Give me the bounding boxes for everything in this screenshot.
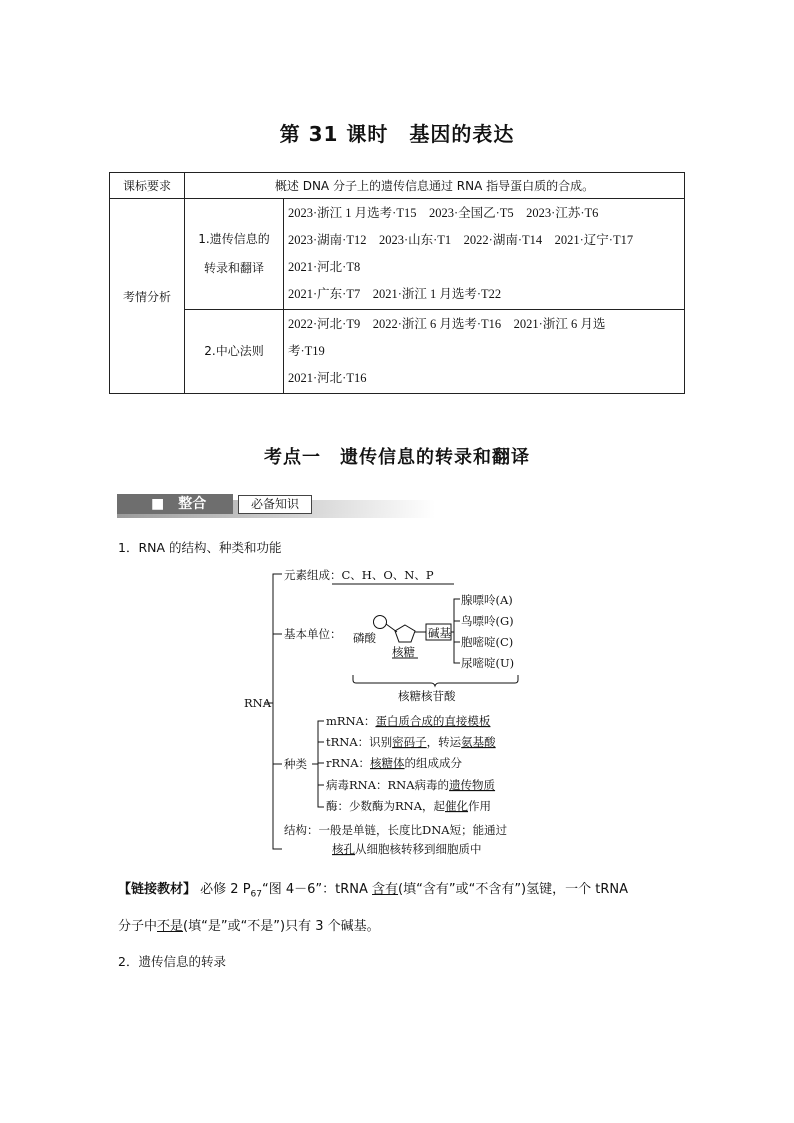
sugar-label: 核糖: [392, 645, 415, 659]
knowledge-banner: [117, 494, 435, 518]
type-trna: tRNA：识别密码子，转运氨基酸: [326, 735, 496, 749]
structure-line2: 核孔从细胞核转移到细胞质中: [332, 842, 482, 856]
exam-analysis-label: 考情分析: [110, 199, 185, 394]
base-item: 胞嘧啶(C): [461, 635, 514, 649]
banner-label: ■ 整合: [151, 496, 207, 512]
base-item: 腺嘌呤(A): [461, 593, 513, 607]
element-composition: 元素组成：C、H、O、N、P: [284, 568, 434, 582]
base-label: 碱基: [428, 626, 451, 640]
base-item: 尿嘧啶(U): [461, 656, 515, 670]
type-mrna: mRNA：蛋白质合成的直接模板: [326, 714, 491, 728]
link-textbook-line1: 【链接教材】 必修 2 $P_{67}“$图 4－6”：tRNA 含有(填“含有”或“不含有”)氢键，一个 tRNA: [118, 882, 629, 900]
page-title: 第 31 课时 基因的表达: [279, 122, 515, 146]
type-rrna: rRNA：核糖体的组成成分: [326, 756, 463, 770]
topic2-exams: 2022·河北·T9 2022·浙江 6 月选考·T16 2021·浙江 6 月选 考·T19 2021·河北·T16: [284, 310, 685, 394]
answer-2: 不是: [157, 919, 184, 934]
rna-root: RNA: [244, 696, 272, 710]
requirements-table: [109, 172, 685, 394]
topic1-label: 1.遗传信息的 转录和翻译: [185, 199, 284, 310]
type-ribozyme: 酶：少数酶为RNA，起催化作用: [326, 799, 492, 813]
nucleotide-label: 核糖核苷酸: [398, 689, 456, 703]
type-virus-rna: 病毒RNA：RNA病毒的遗传物质: [326, 778, 496, 792]
section-title: 考点一 遗传信息的转录和翻译: [264, 447, 530, 468]
heading-rna: 1．RNA 的结构、种类和功能: [118, 540, 282, 555]
curriculum-label: 课标要求: [110, 173, 185, 199]
link-textbook-line2: 分子中不是(填“是”或“不是”)只有 3 个碱基。: [118, 919, 380, 934]
answer-1: 含有: [372, 882, 399, 897]
curriculum-text: 概述 DNA 分子上的遗传信息通过 RNA 指导蛋白质的合成。: [185, 173, 685, 199]
structure-line1: 结构：一般是单链，长度比DNA短；能通过: [284, 823, 508, 837]
heading-transcription: 2．遗传信息的转录: [118, 954, 226, 969]
phosphate-label: 磷酸: [353, 631, 376, 645]
basic-unit-label: 基本单位：: [284, 627, 342, 641]
base-item: 鸟嘌呤(G): [461, 614, 514, 628]
topic1-exams: 2023·浙江 1 月选考·T15 2023·全国乙·T5 2023·江苏·T6 2023·湖南·T12 2023·山东·T1 2022·湖南·T14 2021·辽宁·T17 2021·河北·T8 2021·广东·T7 2021·浙江 1 月选考·T22: [284, 199, 685, 310]
rna-concept-diagram: [240, 562, 560, 862]
banner-tag: 必备知识: [238, 495, 312, 514]
types-label: 种类: [284, 757, 307, 771]
topic2-label: 2.中心法则: [185, 310, 284, 394]
link-tag: 【链接教材】: [118, 882, 197, 897]
